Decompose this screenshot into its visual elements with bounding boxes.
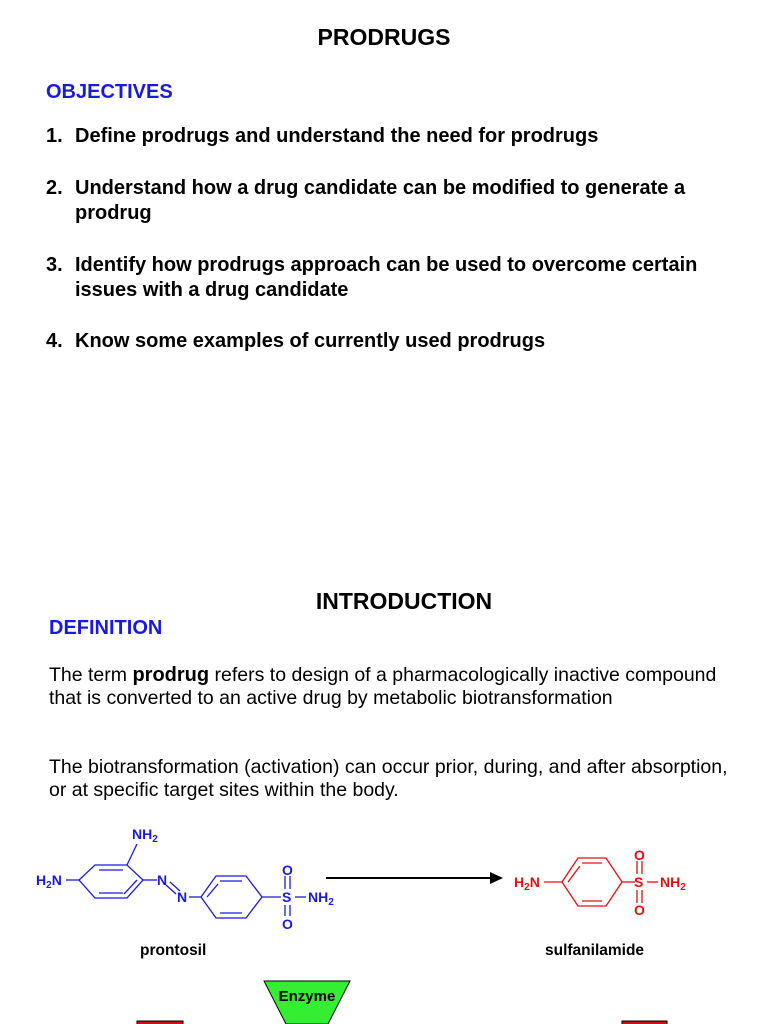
objective-number: 4. bbox=[46, 330, 63, 352]
atom-h2n-left: $H_2N$ bbox=[36, 872, 62, 891]
enzyme-diagram bbox=[0, 976, 768, 1024]
definition-paragraph bbox=[49, 664, 739, 710]
atom-n-azo-2: N bbox=[177, 889, 188, 905]
sulfanilamide-ring bbox=[562, 858, 622, 906]
objective-number: 3. bbox=[46, 254, 63, 276]
atom-nh2-right: $NH_2$ bbox=[308, 889, 334, 908]
enzyme-label: Enzyme bbox=[278, 988, 336, 1005]
page-title: PRODRUGS bbox=[317, 24, 451, 50]
prontosil-ring-2 bbox=[201, 876, 262, 918]
inner-bond bbox=[568, 866, 580, 882]
reaction-arrow bbox=[326, 872, 503, 884]
atom-s: S bbox=[282, 889, 292, 905]
bond bbox=[127, 844, 137, 865]
atom-o-bottom: O bbox=[282, 916, 293, 932]
activation-paragraph: The biotransformation (activation) can occur prior, during, and after absorption, or at specific target sites within the body. bbox=[49, 756, 728, 801]
objective-number: 1. bbox=[46, 125, 63, 147]
objective-item-3 bbox=[46, 253, 746, 303]
objectives-heading: OBJECTIVES bbox=[46, 81, 173, 103]
objective-item-1 bbox=[46, 124, 746, 149]
atom-nh2-right: $NH_2$ bbox=[660, 874, 686, 893]
inner-bond bbox=[124, 880, 137, 894]
objective-text: Identify how prodrugs approach can be used to overcome certain issues with a drug candidate bbox=[75, 254, 698, 301]
objective-text: Understand how a drug candidate can be modified to generate a prodrug bbox=[75, 177, 686, 224]
atom-s: S bbox=[634, 874, 644, 890]
atom-h2n-left: $H_2N$ bbox=[514, 874, 540, 893]
definition-heading: DEFINITION bbox=[49, 617, 163, 639]
atom-o-top: O bbox=[282, 862, 293, 878]
objective-number: 2. bbox=[46, 177, 63, 199]
introduction-title: INTRODUCTION bbox=[315, 588, 493, 614]
atom-o-top: O bbox=[634, 847, 645, 863]
atom-n-azo-1: N bbox=[157, 872, 168, 888]
definition-text-post: refers to design of a pharmacologically inactive compound that is converted to an active drug by metabolic biotransformation bbox=[49, 664, 717, 709]
definition-term: prodrug bbox=[132, 664, 210, 686]
prontosil-structure bbox=[66, 844, 306, 918]
sulfanilamide-caption: sulfanilamide bbox=[545, 942, 645, 959]
objective-item-2 bbox=[46, 176, 746, 226]
reaction-scheme bbox=[0, 820, 768, 960]
objective-text: Know some examples of currently used prodrugs bbox=[75, 330, 546, 352]
atom-nh2-top: $NH_2$ bbox=[132, 826, 158, 845]
objective-text: Define prodrugs and understand the need for prodrugs bbox=[75, 125, 599, 147]
definition-text-pre: The term bbox=[49, 664, 133, 686]
prontosil-caption: prontosil bbox=[140, 942, 207, 959]
atom-o-bottom: O bbox=[634, 902, 645, 918]
objective-item-4 bbox=[46, 329, 746, 354]
